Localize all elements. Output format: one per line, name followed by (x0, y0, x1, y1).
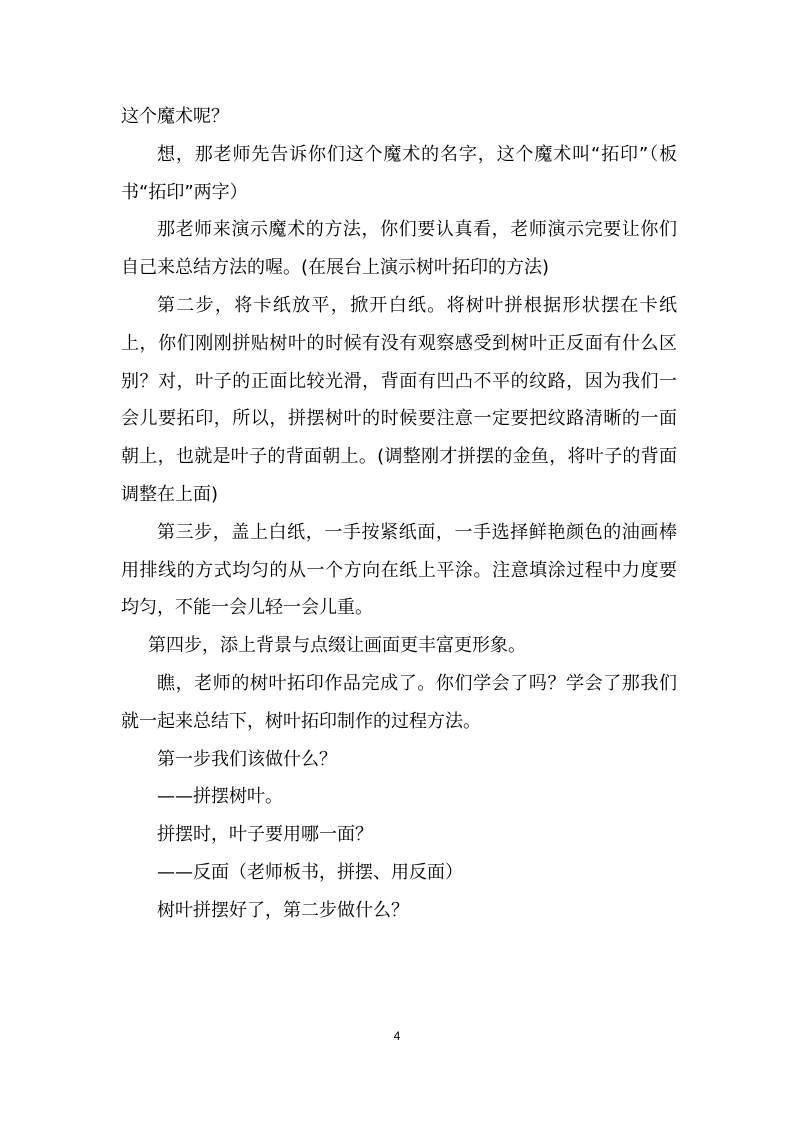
paragraph-2: 想，那老师先告诉你们这个魔术的名字，这个魔术叫“拓印”（板书“拓印”两字） (121, 143, 677, 203)
paragraph-6: 第四步，添上背景与点缀让画面更丰富更形象。 (148, 635, 526, 657)
paragraph-7: 瞧，老师的树叶拓印作品完成了。你们学会了吗？学会了那我们就一起来总结下，树叶拓印制作的过程方法。 (121, 672, 677, 732)
paragraph-3: 那老师来演示魔术的方法，你们要认真看，老师演示完要让你们自己来总结方法的喔。(在展台上演示树叶拓印的方法) (121, 219, 677, 279)
paragraph-12: 树叶拼摆好了，第二步做什么？ (157, 899, 409, 921)
paragraph-4: 第二步，将卡纸放平，掀开白纸。将树叶拼根据形状摆在卡纸上，你们刚刚拼贴树叶的时候有没有观察感受到树叶正反面有什么区别？对，叶子的正面比较光滑，背面有凹凸不平的纹路，因为我们一会儿要拓印，所以，拼摆树叶的时候要注意一定要把纹路清晰的一面朝上，也就是叶子的背面朝上。(调整刚才拼摆的金鱼，将叶子的背面调整在上面) (121, 294, 677, 505)
paragraph-9: ——拼摆树叶。 (157, 786, 283, 808)
paragraph-5: 第三步，盖上白纸，一手按紧纸面，一手选择鲜艳颜色的油画棒用排线的方式均匀的从一个方向在纸上平涂。注意填涂过程中力度要均匀，不能一会儿轻一会儿重。 (121, 521, 677, 619)
paragraph-11: ——反面（老师板书，拼摆、用反面） (157, 861, 463, 883)
paragraph-1: 这个魔术呢？ (121, 106, 229, 127)
document-body (121, 98, 677, 930)
paragraph-10: 拼摆时，叶子要用哪一面？ (157, 824, 373, 846)
paragraph-8: 第一步我们该做什么？ (157, 748, 337, 770)
page-number: 4 (393, 1029, 401, 1043)
